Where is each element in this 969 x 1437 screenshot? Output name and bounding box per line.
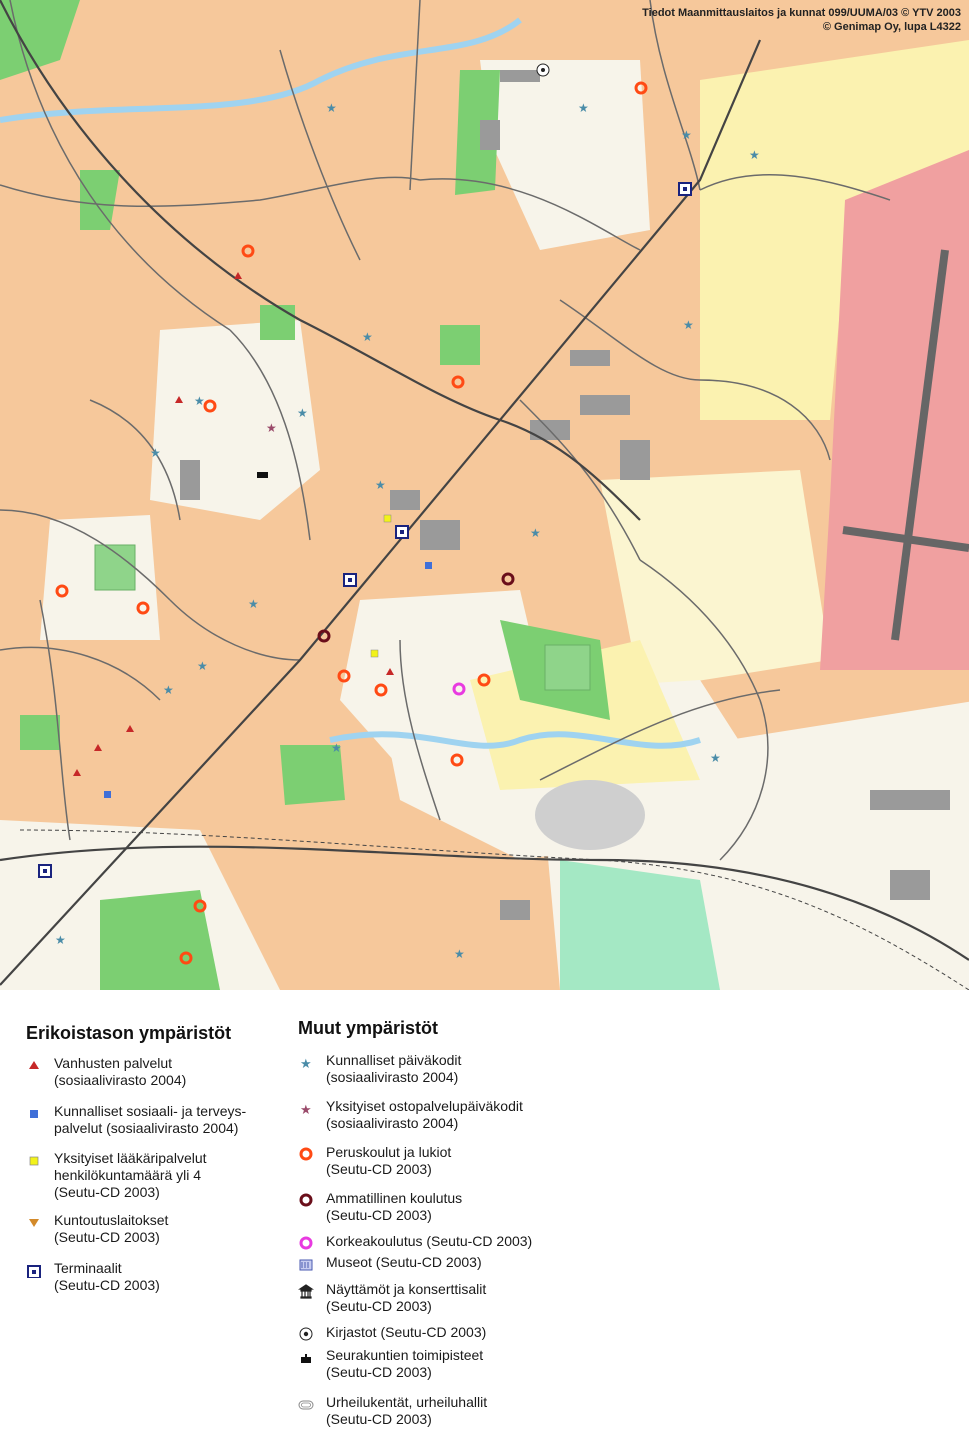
square-icon (371, 650, 378, 657)
gravel-field (535, 780, 645, 850)
star-icon (298, 1054, 314, 1070)
legend-item-source: (Seutu-CD 2003) (326, 1161, 432, 1177)
legend-item-municipal-daycare (300, 1052, 462, 1086)
star-icon: ★ (163, 683, 174, 697)
credit-line-2: © Genimap Oy, lupa L4322 (822, 21, 961, 33)
legend-item-private-clinics (54, 1150, 207, 1201)
star-icon: ★ (326, 101, 337, 115)
legend-item-social-health (54, 1103, 246, 1137)
legend-item-source: (Seutu-CD 2003) (326, 1207, 432, 1223)
parish-symbol (257, 472, 268, 478)
legend-item-label: Urheilukentät, urheiluhallit (326, 1394, 488, 1410)
down-triangle-icon (26, 1214, 42, 1230)
terminal-icon (344, 574, 356, 586)
star-icon: ★ (530, 526, 541, 540)
legend-item-label: Terminaalit (54, 1260, 122, 1276)
theatre-icon (298, 1283, 314, 1299)
legend-item-source: (Seutu-CD 2003) (54, 1277, 160, 1293)
library-symbol (537, 64, 549, 76)
star-icon: ★ (266, 421, 277, 435)
star-icon: ★ (710, 751, 721, 765)
legend-item-label: Museot (Seutu-CD 2003) (326, 1254, 482, 1270)
legend-item-label: Yksityiset ostopalvelupäiväkodit (326, 1098, 523, 1114)
star-icon: ★ (683, 318, 694, 332)
legend-item-source: (Seutu-CD 2003) (54, 1184, 160, 1200)
star-icon: ★ (454, 947, 465, 961)
legend-item-label: Kirjastot (Seutu-CD 2003) (326, 1324, 487, 1340)
legend-item-libraries (326, 1324, 486, 1341)
legend-item-source: (Seutu-CD 2003) (326, 1298, 432, 1314)
square-icon (425, 562, 432, 569)
legend-item-parishes (326, 1347, 483, 1381)
star-icon: ★ (248, 597, 259, 611)
credit-line-1: Tiedot Maanmittauslaitos ja kunnat 099/UUMA/03 © YTV 2003 (642, 7, 961, 19)
star-icon: ★ (578, 101, 589, 115)
legend-item-private-daycare (300, 1098, 523, 1132)
library-icon (298, 1326, 314, 1342)
map-legend (0, 990, 969, 1437)
star-icon: ★ (749, 148, 760, 162)
legend-item-higher-education (326, 1233, 532, 1250)
ring-icon (298, 1235, 314, 1251)
square-icon (104, 791, 111, 798)
terminal-icon (679, 183, 691, 195)
legend-item-sports-fields (326, 1394, 487, 1428)
ring-icon (298, 1192, 314, 1208)
legend-item-label: Seurakuntien toimipisteet (326, 1347, 484, 1363)
star-icon: ★ (681, 128, 692, 142)
parish-icon (257, 472, 268, 478)
square-icon (26, 1105, 42, 1121)
star-icon: ★ (197, 659, 208, 673)
star-icon: ★ (150, 446, 161, 460)
legend-item-rehabilitation (54, 1212, 168, 1246)
legend-item-vocational (326, 1190, 462, 1224)
museum-icon (298, 1256, 314, 1272)
square-icon (384, 515, 391, 522)
square-icon (26, 1152, 42, 1168)
star-icon (298, 1100, 314, 1116)
legend-item-source: (sosiaalivirasto 2004) (54, 1072, 187, 1088)
legend-right-title: Muut ympäristöt (298, 1018, 439, 1038)
legend-item-theatres (326, 1281, 486, 1315)
svg-text:★: ★ (300, 1103, 312, 1116)
legend-item-label: Kunnalliset sosiaali- ja terveys- (54, 1103, 247, 1119)
star-icon: ★ (297, 406, 308, 420)
legend-item-label: Korkeakoulutus (Seutu-CD 2003) (326, 1233, 533, 1249)
terminal-icon (39, 865, 51, 877)
legend-item-source: (Seutu-CD 2003) (54, 1229, 160, 1245)
star-icon: ★ (331, 741, 342, 755)
legend-item-source: (sosiaalivirasto 2004) (326, 1069, 459, 1085)
legend-item-terminals (54, 1260, 160, 1294)
legend-item-source: (sosiaalivirasto 2004) (326, 1115, 459, 1131)
star-icon: ★ (194, 394, 205, 408)
star-icon: ★ (55, 933, 66, 947)
parish-icon (298, 1349, 314, 1365)
ring-icon (298, 1146, 314, 1162)
legend-item-label: Yksityiset lääkäripalvelut (54, 1150, 207, 1166)
legend-item-label: Näyttämöt ja konserttisalit (326, 1281, 487, 1297)
legend-item-label: Peruskoulut ja lukiot (326, 1144, 452, 1160)
svg-text:★: ★ (300, 1057, 312, 1070)
star-icon: ★ (362, 330, 373, 344)
legend-item-detail: henkilökuntamäärä yli 4 (54, 1167, 202, 1183)
legend-left-title: Erikoistason ympäristöt (26, 1023, 232, 1043)
legend-item-source: palvelut (sosiaalivirasto 2004) (54, 1120, 239, 1136)
legend-item-source: (Seutu-CD 2003) (326, 1364, 432, 1380)
legend-item-label: Vanhusten palvelut (54, 1055, 173, 1071)
star-icon: ★ (375, 478, 386, 492)
terminal-icon (26, 1262, 42, 1278)
stadium-icon (298, 1396, 314, 1412)
legend-item-label: Kunnalliset päiväkodit (326, 1052, 462, 1068)
legend-item-schools (326, 1144, 451, 1178)
terminal-icon (396, 526, 408, 538)
legend-item-label: Kuntoutuslaitokset (54, 1212, 169, 1228)
triangle-icon (26, 1057, 42, 1073)
legend-item-label: Ammatillinen koulutus (326, 1190, 463, 1206)
legend-item-source: (Seutu-CD 2003) (326, 1411, 432, 1427)
legend-item-museums (326, 1254, 482, 1271)
legend-item-elderly-services (54, 1055, 186, 1089)
map-credit (642, 6, 961, 34)
